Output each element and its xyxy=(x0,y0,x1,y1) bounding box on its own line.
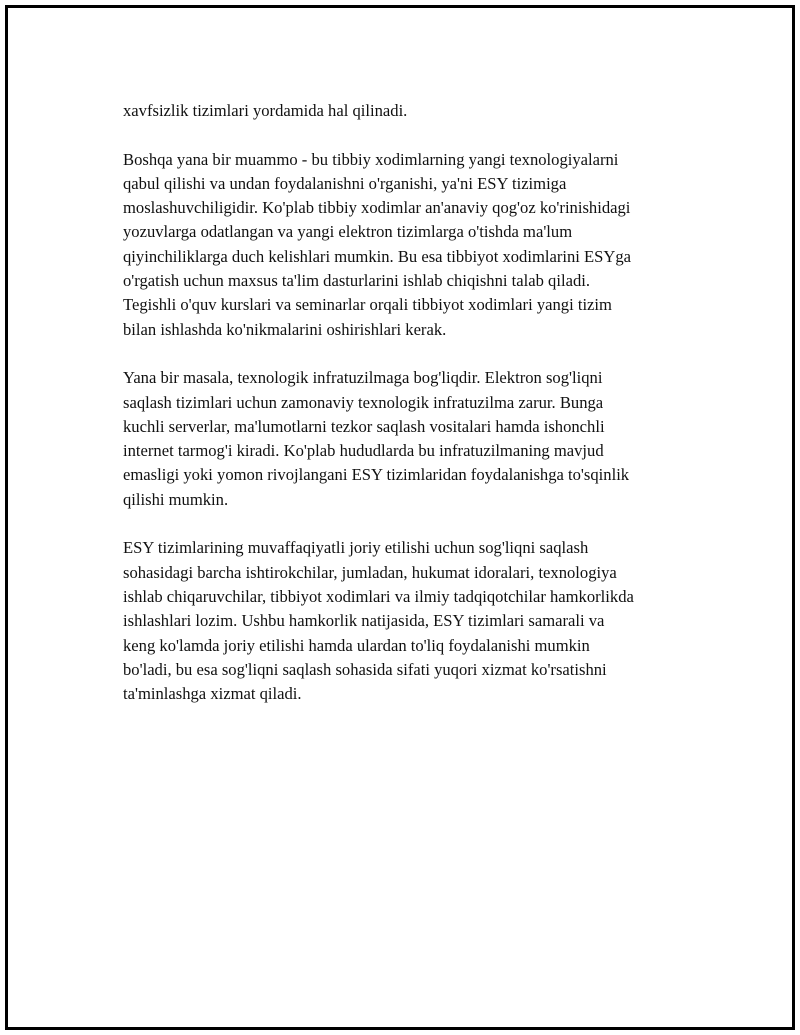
document-body xyxy=(123,99,703,731)
text-line: o'rgatish uchun maxsus ta'lim dasturlarini ishlab chiqishni talab qiladi. xyxy=(123,271,590,291)
text-line: ta'minlashga xizmat qiladi. xyxy=(123,684,302,704)
text-line: keng ko'lamda joriy etilishi hamda ulardan to'liq foydalanishi mumkin xyxy=(123,635,590,655)
text-line: qabul qilishi va undan foydalanishni o'rganishi, ya'ni ESY tizimiga xyxy=(123,173,567,193)
text-line: internet tarmog'i kiradi. Ko'plab hududlarda bu infratuzilmaning mavjud xyxy=(123,441,604,461)
text-line: emasligi yoki yomon rivojlangani ESY tizimlaridan foydalanishga to'sqinlik xyxy=(123,465,630,485)
text-line: qilishi mumkin. xyxy=(123,489,229,509)
page-frame xyxy=(5,5,795,1030)
text-line: Boshqa yana bir muammo - bu tibbiy xodimlarning yangi texnologiyalarni xyxy=(123,149,619,169)
text-line: ishlab chiqaruvchilar, tibbiyot xodimlari va ilmiy tadqiqotchilar hamkorlikda xyxy=(123,586,634,606)
text-line: yozuvlarga odatlangan va yangi elektron tizimlarga o'tishda ma'lum xyxy=(123,222,573,242)
paragraph-3 xyxy=(123,366,703,512)
text-line: Tegishli o'quv kurslari va seminarlar orqali tibbiyot xodimlari yangi tizim xyxy=(123,295,612,315)
paragraph-4 xyxy=(123,536,703,706)
text-line: Yana bir masala, texnologik infratuzilmaga bog'liqdir. Elektron sog'liqni xyxy=(123,368,603,388)
text-line: xavfsizlik tizimlari yordamida hal qilinadi. xyxy=(123,101,408,120)
paragraph-1 xyxy=(123,99,703,123)
paragraph-2 xyxy=(123,148,703,342)
text-line: sohasidagi barcha ishtirokchilar, jumladan, hukumat idoralari, texnologiya xyxy=(123,562,617,582)
text-line: saqlash tizimlari uchun zamonaviy texnologik infratuzilma zarur. Bunga xyxy=(123,392,604,412)
text-line: kuchli serverlar, ma'lumotlarni tezkor saqlash vositalari hamda ishonchli xyxy=(123,416,605,436)
text-line: moslashuvchiligidir. Ko'plab tibbiy xodimlar an'anaviy qog'oz ko'rinishidagi xyxy=(123,198,631,218)
text-line: ESY tizimlarining muvaffaqiyatli joriy etilishi uchun sog'liqni saqlash xyxy=(123,538,589,558)
text-line: bo'ladi, bu esa sog'liqni saqlash sohasida sifati yuqori xizmat ko'rsatishni xyxy=(123,659,607,679)
text-line: ishlashlari lozim. Ushbu hamkorlik natijasida, ESY tizimlari samarali va xyxy=(123,611,605,631)
text-line: qiyinchiliklarga duch kelishlari mumkin. Bu esa tibbiyot xodimlarini ESYga xyxy=(123,246,632,266)
text-line: bilan ishlashda ko'nikmalarini oshirishlari kerak. xyxy=(123,319,447,339)
